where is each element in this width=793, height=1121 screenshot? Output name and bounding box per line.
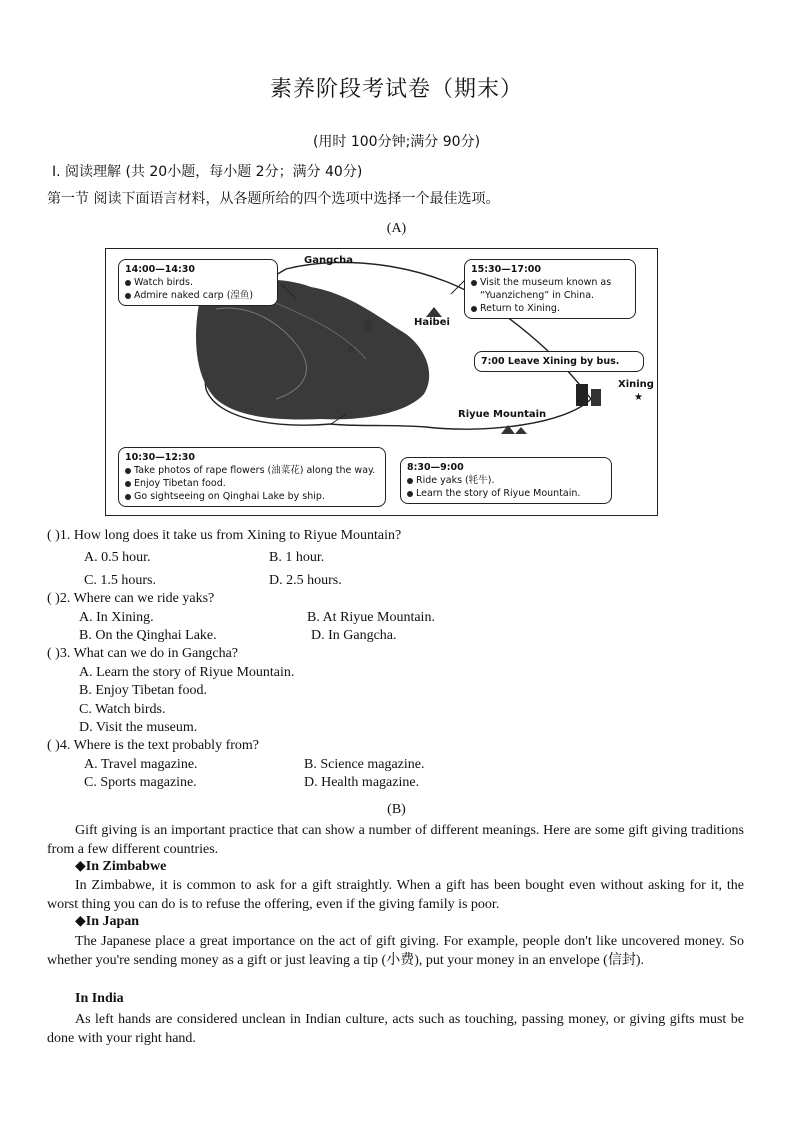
bullet-icon — [125, 481, 131, 487]
bubble-riyue — [400, 457, 612, 504]
question-option: A. Learn the story of Riyue Mountain. — [79, 665, 295, 680]
question-option: B. Enjoy Tibetan food. — [79, 683, 207, 698]
bubble-line: Watch birds. — [134, 277, 194, 288]
question-stem: ( )2. Where can we ride yaks? — [47, 591, 215, 606]
question-option: A. 0.5 hour. — [84, 550, 151, 565]
bubble-time: 14:00—14:30 — [125, 264, 195, 275]
question-option: D. 2.5 hours. — [269, 573, 342, 588]
question-stem: ( )3. What can we do in Gangcha? — [47, 646, 238, 661]
section-heading-japan: ◆In Japan — [75, 914, 140, 929]
question-option: B. 1 hour. — [269, 550, 325, 565]
bubble-time: 8:30—9:00 — [407, 462, 464, 473]
bubble-line: Ride yaks (牦牛). — [416, 475, 495, 486]
question-option: C. 1.5 hours. — [84, 573, 156, 588]
bullet-icon — [471, 306, 477, 312]
question-option: B. Science magazine. — [304, 757, 425, 772]
place-riyue: Riyue Mountain — [458, 409, 547, 420]
bubble-line: “Yuanzicheng” in China. — [480, 290, 595, 301]
xining-building-icon — [576, 384, 588, 406]
bubble-time: 15:30—17:00 — [471, 264, 541, 275]
question-option: C. Sports magazine. — [84, 775, 197, 790]
question-option: A. In Xining. — [79, 610, 154, 625]
bubble-gangcha — [118, 259, 278, 306]
question-option: D. Health magazine. — [304, 775, 420, 790]
bubble-line: Learn the story of Riyue Mountain. — [416, 488, 581, 499]
bullet-icon — [125, 468, 131, 474]
bubble-line: Admire naked carp (湟鱼) — [134, 290, 254, 301]
bubble-line: Take photos of rape flowers (油菜花) along the way. — [134, 465, 376, 476]
bullet-icon — [407, 491, 413, 497]
bullet-icon — [407, 478, 413, 484]
section-heading-india: In India — [75, 991, 124, 1006]
question-option: C. Watch birds. — [79, 702, 166, 717]
star-icon: ★ — [634, 392, 643, 403]
bubble-line: Return to Xining. — [480, 303, 560, 314]
place-xining: Xining — [618, 379, 654, 390]
section-text-zimbabwe: In Zimbabwe, it is common to ask for a gift straightly. When a gift has been bought even without asking for it, the worst thing you can do is to refuse the offering, even if the giving family is poor. — [47, 878, 744, 912]
question-option: B. At Riyue Mountain. — [307, 610, 435, 625]
section-heading: Ⅰ. 阅读理解 (共 20小题，每小题 2分；满分 40分) — [52, 164, 363, 180]
bubble-museum — [464, 259, 636, 319]
passage-b-intro: Gift giving is an important practice that can show a number of different meanings. Here are some gift giving traditions from a few different countries. — [47, 823, 744, 857]
passage-a-label: (A) — [386, 221, 407, 236]
section-text-india: As left hands are considered unclean in Indian culture, acts such as touching, passing money, or giving gifts must be done with your right hand. — [47, 1012, 744, 1046]
haibei-mountain-icon — [426, 307, 442, 317]
place-haibei: Haibei — [414, 317, 450, 328]
question-option: B. On the Qinghai Lake. — [79, 628, 217, 643]
question-option: D. In Gangcha. — [311, 628, 397, 643]
bubble-lake — [118, 447, 386, 507]
bubble-line: Enjoy Tibetan food. — [134, 478, 226, 489]
paper-title: 素养阶段考试卷（期末） — [269, 77, 523, 102]
section-text-japan: The Japanese place a great importance on the act of gift giving. For example, people don't like uncovered money. So whether you're sending money as a gift or just leaving a tip (小费), put your money in an envelope (信封). — [47, 934, 744, 968]
section-heading-zimbabwe: ◆In Zimbabwe — [75, 859, 167, 874]
bullet-icon — [471, 280, 477, 286]
bubble-depart: 7:00 Leave Xining by bus. — [474, 351, 644, 372]
question-stem: ( )4. Where is the text probably from? — [47, 738, 260, 753]
question-option: A. Travel magazine. — [84, 757, 198, 772]
question-option: D. Visit the museum. — [79, 720, 198, 735]
travel-route-map — [105, 248, 658, 516]
bubble-line: Go sightseeing on Qinghai Lake by ship. — [134, 491, 325, 502]
bullet-icon — [125, 494, 131, 500]
section-instruction: 第一节 阅读下面语言材料，从各题所给的四个选项中选择一个最佳选项。 — [47, 191, 500, 207]
bullet-icon — [125, 280, 131, 286]
question-stem: ( )1. How long does it take us from Xining to Riyue Mountain? — [47, 528, 402, 543]
bubble-line: Visit the museum known as — [480, 277, 612, 288]
paper-subtitle: (用时 100分钟;满分 90分) — [312, 134, 481, 150]
bullet-icon — [125, 293, 131, 299]
passage-b-label: (B) — [387, 802, 406, 817]
bubble-time: 10:30—12:30 — [125, 452, 195, 463]
place-gangcha: Gangcha — [304, 255, 354, 266]
